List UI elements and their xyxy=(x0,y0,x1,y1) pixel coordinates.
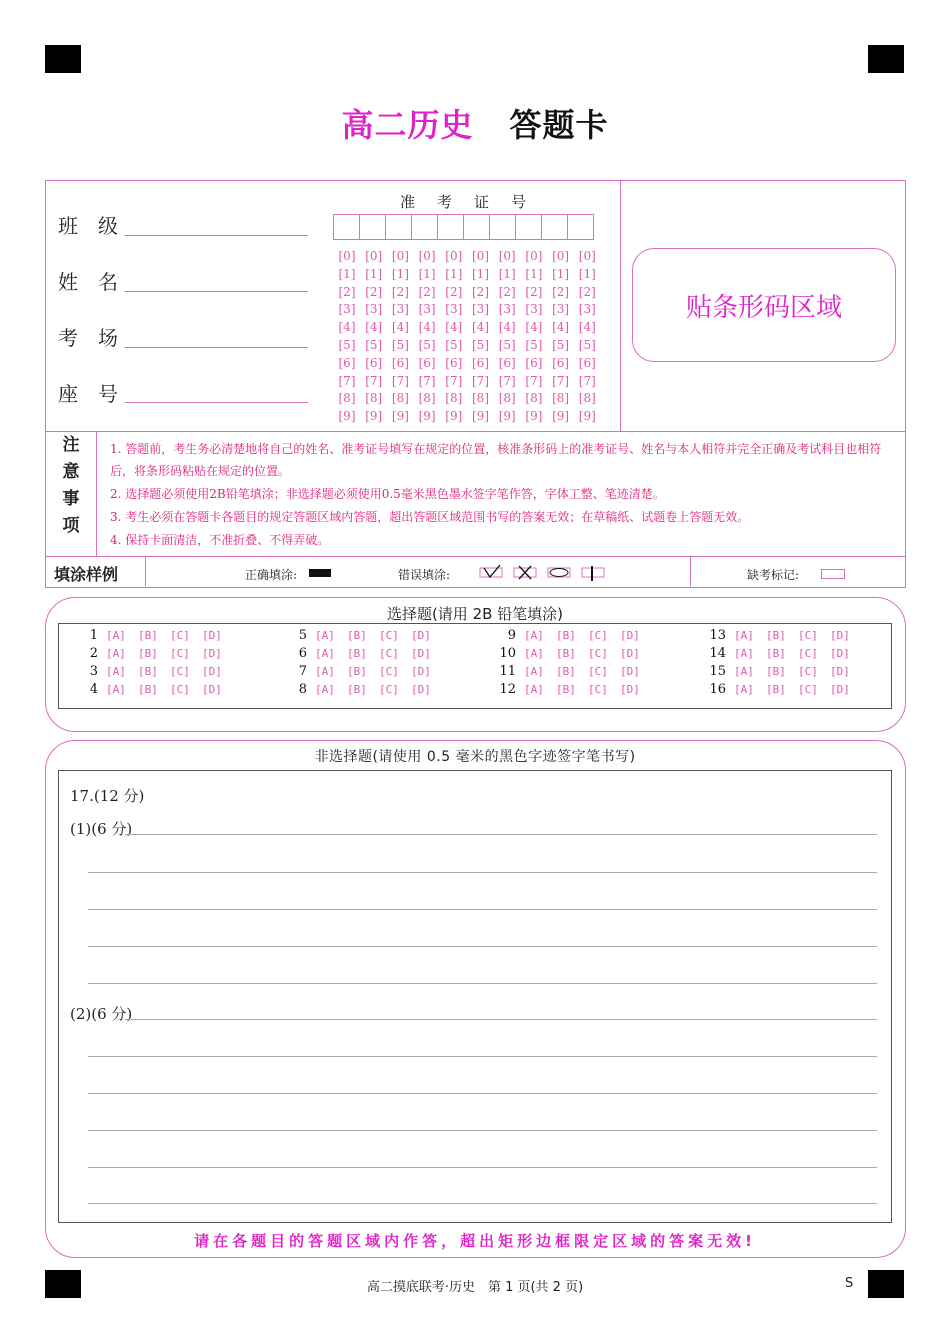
digit-bubble[interactable]: [9] xyxy=(418,409,436,424)
digit-bubble[interactable]: [6] xyxy=(445,355,463,370)
option-bubble[interactable]: [C] xyxy=(170,683,190,696)
option-bubble[interactable]: [D] xyxy=(620,629,640,642)
divider xyxy=(690,557,691,586)
option-bubble[interactable]: [D] xyxy=(202,665,222,678)
digit-bubble[interactable]: [1] xyxy=(391,266,409,281)
digit-bubble[interactable]: [7] xyxy=(552,373,570,388)
digit-bubble[interactable]: [6] xyxy=(472,355,489,370)
digit-bubble[interactable]: [5] xyxy=(391,337,409,352)
digit-bubble[interactable]: [4] xyxy=(552,320,570,335)
question-number: 6 xyxy=(298,646,307,661)
question-number: 9 xyxy=(507,628,516,643)
option-bubble[interactable]: [B] xyxy=(138,647,158,660)
digit-bubble[interactable]: [4] xyxy=(391,320,409,335)
digit-bubble[interactable]: [5] xyxy=(578,337,596,352)
option-bubble[interactable]: [D] xyxy=(202,647,222,660)
digit-bubble[interactable]: [2] xyxy=(498,284,516,299)
exam-id-digit-column[interactable] xyxy=(388,248,412,426)
name-field[interactable] xyxy=(125,290,308,292)
corner-mark-top-left xyxy=(45,45,81,73)
option-bubble[interactable]: [B] xyxy=(766,629,786,642)
divider xyxy=(45,556,905,557)
q17-part1-label: (1)(6 分) xyxy=(70,820,133,838)
answer-line[interactable] xyxy=(88,1167,877,1168)
wrong-fill-label: 错误填涂: xyxy=(398,568,451,582)
digit-bubble[interactable]: [2] xyxy=(365,284,383,299)
exam-id-label: 准考证号 xyxy=(400,193,549,211)
answer-line[interactable] xyxy=(88,1203,877,1204)
digit-bubble[interactable]: [3] xyxy=(472,302,489,317)
digit-bubble[interactable]: [9] xyxy=(338,409,356,424)
digit-bubble[interactable]: [7] xyxy=(472,373,489,388)
option-bubble[interactable]: [B] xyxy=(766,683,786,696)
digit-bubble[interactable]: [0] xyxy=(498,249,516,263)
question-number: 5 xyxy=(298,628,307,643)
digit-bubble[interactable]: [7] xyxy=(498,373,516,388)
option-bubble[interactable]: [A] xyxy=(315,647,335,660)
room-field[interactable] xyxy=(125,346,308,348)
digit-bubble[interactable]: [7] xyxy=(418,373,436,388)
digit-bubble[interactable]: [1] xyxy=(418,266,436,281)
q17-part2-label: (2)(6 分) xyxy=(70,1005,133,1023)
digit-bubble[interactable]: [4] xyxy=(418,320,436,335)
question-number: 8 xyxy=(298,682,307,697)
question-number: 7 xyxy=(298,664,307,679)
mc-question xyxy=(281,682,443,697)
option-bubble[interactable]: [A] xyxy=(524,665,544,678)
answer-line[interactable] xyxy=(88,1056,877,1057)
digit-bubble[interactable]: [3] xyxy=(552,302,570,317)
digit-bubble[interactable]: [2] xyxy=(552,284,570,299)
option-bubble[interactable]: [A] xyxy=(106,629,126,642)
question-number: 15 xyxy=(709,664,726,679)
essay-title: 非选择题(请使用 0.5 毫米的黑色字迹签字笔书写) xyxy=(314,749,636,765)
option-bubble[interactable]: [A] xyxy=(734,629,754,642)
digit-bubble[interactable]: [1] xyxy=(552,266,570,281)
digit-bubble[interactable]: [1] xyxy=(578,266,596,281)
option-bubble[interactable]: [A] xyxy=(734,683,754,696)
question-number: 10 xyxy=(499,646,516,661)
option-bubble[interactable]: [C] xyxy=(588,683,608,696)
seat-field[interactable] xyxy=(125,401,308,403)
digit-bubble[interactable]: [3] xyxy=(525,302,543,317)
option-bubble[interactable]: [B] xyxy=(138,665,158,678)
digit-bubble[interactable]: [0] xyxy=(445,249,463,263)
digit-bubble[interactable]: [7] xyxy=(365,373,383,388)
absent-mark-label: 缺考标记: xyxy=(747,568,800,582)
option-bubble[interactable]: [A] xyxy=(106,647,126,660)
mc-question xyxy=(72,646,234,661)
divider xyxy=(620,180,621,432)
digit-bubble[interactable]: [3] xyxy=(445,302,463,317)
card-title: 答题卡 xyxy=(509,106,609,144)
mc-question xyxy=(700,664,862,679)
option-bubble[interactable]: [B] xyxy=(138,683,158,696)
digit-bubble[interactable]: [2] xyxy=(472,284,489,299)
option-bubble[interactable]: [B] xyxy=(766,647,786,660)
digit-bubble[interactable]: [2] xyxy=(338,284,356,299)
mc-question xyxy=(700,646,862,661)
option-bubble[interactable]: [D] xyxy=(620,683,640,696)
notice-item-4: 4. 保持卡面清洁，不准折叠、不得弄破。 xyxy=(110,533,330,547)
barcode-area: 贴条形码区域 xyxy=(632,248,896,362)
digit-bubble[interactable]: [0] xyxy=(418,249,436,263)
digit-bubble[interactable]: [0] xyxy=(391,249,409,263)
digit-bubble[interactable]: [9] xyxy=(525,409,543,424)
digit-bubble[interactable]: [7] xyxy=(525,373,543,388)
option-bubble[interactable]: [D] xyxy=(411,665,431,678)
divider xyxy=(96,431,97,556)
digit-bubble[interactable]: [9] xyxy=(498,409,516,424)
option-bubble[interactable]: [D] xyxy=(830,629,850,642)
fill-example-label: 填涂样例 xyxy=(54,565,119,584)
digit-bubble[interactable]: [9] xyxy=(445,409,463,424)
question-number: 14 xyxy=(709,646,726,661)
mc-question xyxy=(281,664,443,679)
correct-fill-label: 正确填涂: xyxy=(245,568,298,582)
digit-bubble[interactable]: [8] xyxy=(365,391,383,406)
digit-bubble[interactable]: [9] xyxy=(365,409,383,424)
digit-bubble[interactable]: [6] xyxy=(391,355,409,370)
option-bubble[interactable]: [A] xyxy=(106,683,126,696)
digit-bubble[interactable]: [7] xyxy=(578,373,596,388)
digit-bubble[interactable]: [0] xyxy=(365,249,383,263)
option-bubble[interactable]: [A] xyxy=(106,665,126,678)
option-bubble[interactable]: [B] xyxy=(347,683,367,696)
digit-bubble[interactable]: [6] xyxy=(365,355,383,370)
digit-bubble[interactable]: [2] xyxy=(391,284,409,299)
option-bubble[interactable]: [C] xyxy=(379,683,399,696)
digit-bubble[interactable]: [0] xyxy=(578,249,596,263)
mc-question xyxy=(700,628,862,643)
question-number: 16 xyxy=(709,682,726,697)
option-bubble[interactable]: [D] xyxy=(411,647,431,660)
digit-bubble[interactable]: [8] xyxy=(338,391,356,406)
answer-line[interactable] xyxy=(88,872,877,873)
digit-bubble[interactable]: [8] xyxy=(418,391,436,406)
option-bubble[interactable]: [D] xyxy=(830,665,850,678)
exam-id-digit-column[interactable] xyxy=(522,248,546,426)
room-label: 考 场 xyxy=(58,326,118,350)
exam-id-digit-column[interactable] xyxy=(415,248,439,426)
digit-bubble[interactable]: [3] xyxy=(418,302,436,317)
digit-bubble[interactable]: [5] xyxy=(365,337,383,352)
option-bubble[interactable]: [D] xyxy=(202,629,222,642)
digit-bubble[interactable]: [5] xyxy=(498,337,516,352)
divider xyxy=(45,431,905,432)
digit-bubble[interactable]: [8] xyxy=(552,391,570,406)
mc-question xyxy=(72,628,234,643)
exam-id-digit-column[interactable] xyxy=(495,248,519,426)
digit-bubble[interactable]: [8] xyxy=(578,391,596,406)
mc-question xyxy=(490,682,652,697)
digit-bubble[interactable]: [3] xyxy=(578,302,596,317)
option-bubble[interactable]: [A] xyxy=(315,683,335,696)
option-bubble[interactable]: [C] xyxy=(379,647,399,660)
digit-bubble[interactable]: [0] xyxy=(525,249,543,263)
digit-bubble[interactable]: [1] xyxy=(338,266,356,281)
option-bubble[interactable]: [C] xyxy=(379,629,399,642)
exam-id-digit-column[interactable] xyxy=(549,248,573,426)
digit-bubble[interactable]: [6] xyxy=(525,355,543,370)
digit-bubble[interactable]: [0] xyxy=(552,249,570,263)
digit-bubble[interactable]: [4] xyxy=(445,320,463,335)
option-bubble[interactable]: [C] xyxy=(588,629,608,642)
digit-bubble[interactable]: [6] xyxy=(498,355,516,370)
answer-line[interactable] xyxy=(88,1093,877,1094)
option-bubble[interactable]: [C] xyxy=(588,665,608,678)
digit-bubble[interactable]: [7] xyxy=(391,373,409,388)
answer-line[interactable] xyxy=(88,1130,877,1131)
answer-line[interactable] xyxy=(88,909,877,910)
option-bubble[interactable]: [B] xyxy=(766,665,786,678)
exam-id-cells[interactable] xyxy=(333,214,593,240)
digit-bubble[interactable]: [5] xyxy=(338,337,356,352)
option-bubble[interactable]: [B] xyxy=(556,665,576,678)
digit-bubble[interactable]: [4] xyxy=(578,320,596,335)
mc-question xyxy=(700,682,862,697)
option-bubble[interactable]: [A] xyxy=(524,647,544,660)
digit-bubble[interactable]: [1] xyxy=(445,266,463,281)
option-bubble[interactable]: [A] xyxy=(734,665,754,678)
digit-bubble[interactable]: [5] xyxy=(552,337,570,352)
option-bubble[interactable]: [B] xyxy=(556,629,576,642)
digit-bubble[interactable]: [1] xyxy=(498,266,516,281)
digit-bubble[interactable]: [9] xyxy=(578,409,596,424)
option-bubble[interactable]: [C] xyxy=(798,665,818,678)
option-bubble[interactable]: [D] xyxy=(202,683,222,696)
option-bubble[interactable]: [D] xyxy=(830,683,850,696)
question-number: 1 xyxy=(89,628,98,643)
answer-line[interactable] xyxy=(125,1019,877,1020)
divider xyxy=(145,557,146,586)
digit-bubble[interactable]: [9] xyxy=(552,409,570,424)
option-bubble[interactable]: [A] xyxy=(315,665,335,678)
correct-fill-sample xyxy=(309,569,331,577)
absent-mark-box[interactable] xyxy=(821,569,845,579)
option-bubble[interactable]: [B] xyxy=(347,665,367,678)
option-bubble[interactable]: [B] xyxy=(347,629,367,642)
exam-id-digit-column[interactable] xyxy=(575,248,599,426)
mc-title: 选择题(请用 2B 铅笔填涂) xyxy=(386,605,564,623)
wrong-fill-samples xyxy=(478,564,608,582)
mc-question xyxy=(72,682,234,697)
digit-bubble[interactable]: [5] xyxy=(445,337,463,352)
page-title xyxy=(0,100,950,146)
notice-heading: 注 意 事 项 xyxy=(62,435,80,536)
option-bubble[interactable]: [D] xyxy=(830,647,850,660)
option-bubble[interactable]: [A] xyxy=(315,629,335,642)
option-bubble[interactable]: [C] xyxy=(170,665,190,678)
notice-item-2: 2. 选择题必须使用2B铅笔填涂；非选择题必须使用0.5毫米黑色墨水签字笔作答，字体工整、笔迹清楚。 xyxy=(110,487,665,501)
essay-answer-box[interactable] xyxy=(58,770,892,1223)
exam-id-digit-column[interactable] xyxy=(442,248,466,426)
question-number: 11 xyxy=(499,664,516,679)
option-bubble[interactable]: [D] xyxy=(620,647,640,660)
option-bubble[interactable]: [B] xyxy=(556,647,576,660)
option-bubble[interactable]: [D] xyxy=(411,629,431,642)
digit-bubble[interactable]: [0] xyxy=(338,249,356,263)
digit-bubble[interactable]: [8] xyxy=(498,391,516,406)
mc-question xyxy=(281,646,443,661)
digit-bubble[interactable]: [3] xyxy=(365,302,383,317)
class-label: 班 级 xyxy=(58,214,118,238)
exam-id-digit-column[interactable] xyxy=(335,248,359,426)
option-bubble[interactable]: [A] xyxy=(524,629,544,642)
digit-bubble[interactable]: [1] xyxy=(525,266,543,281)
answer-line[interactable] xyxy=(88,946,877,947)
option-bubble[interactable]: [C] xyxy=(588,647,608,660)
footer-code: S xyxy=(845,1276,854,1291)
digit-bubble[interactable]: [9] xyxy=(472,409,489,424)
corner-mark-top-right xyxy=(868,45,904,73)
digit-bubble[interactable]: [5] xyxy=(418,337,436,352)
option-bubble[interactable]: [A] xyxy=(524,683,544,696)
digit-bubble[interactable]: [2] xyxy=(418,284,436,299)
digit-bubble[interactable]: [8] xyxy=(445,391,463,406)
option-bubble[interactable]: [A] xyxy=(734,647,754,660)
option-bubble[interactable]: [D] xyxy=(620,665,640,678)
option-bubble[interactable]: [C] xyxy=(170,647,190,660)
seat-label: 座 号 xyxy=(58,382,118,406)
option-bubble[interactable]: [C] xyxy=(379,665,399,678)
exam-id-digit-column[interactable] xyxy=(469,248,493,426)
digit-bubble[interactable]: [2] xyxy=(525,284,543,299)
digit-bubble[interactable]: [9] xyxy=(391,409,409,424)
option-bubble[interactable]: [D] xyxy=(411,683,431,696)
digit-bubble[interactable]: [4] xyxy=(365,320,383,335)
question-number: 13 xyxy=(709,628,726,643)
mc-question xyxy=(490,628,652,643)
notice-item-1: 1. 答题前，考生务必清楚地将自己的姓名、准考证号填写在规定的位置，核准条形码上的准考证号、姓名与本人相符并完全正确及考试科目也相符后，将条形码粘贴在规定的位置。 xyxy=(110,442,882,478)
option-bubble[interactable]: [C] xyxy=(798,629,818,642)
option-bubble[interactable]: [B] xyxy=(556,683,576,696)
digit-bubble[interactable]: [7] xyxy=(445,373,463,388)
option-bubble[interactable]: [C] xyxy=(798,647,818,660)
name-label: 姓 名 xyxy=(58,270,118,294)
answer-line[interactable] xyxy=(88,983,877,984)
mc-question xyxy=(490,646,652,661)
option-bubble[interactable]: [B] xyxy=(138,629,158,642)
digit-bubble[interactable]: [5] xyxy=(472,337,489,352)
mc-question xyxy=(72,664,234,679)
digit-bubble[interactable]: [1] xyxy=(365,266,383,281)
question-number: 12 xyxy=(499,682,516,697)
digit-bubble[interactable]: [4] xyxy=(525,320,543,335)
digit-bubble[interactable]: [1] xyxy=(472,266,489,281)
option-bubble[interactable]: [B] xyxy=(347,647,367,660)
answer-line[interactable] xyxy=(125,834,877,835)
digit-bubble[interactable]: [6] xyxy=(552,355,570,370)
digit-bubble[interactable]: [4] xyxy=(498,320,516,335)
digit-bubble[interactable]: [5] xyxy=(525,337,543,352)
option-bubble[interactable]: [C] xyxy=(170,629,190,642)
digit-bubble[interactable]: [6] xyxy=(578,355,596,370)
digit-bubble[interactable]: [8] xyxy=(472,391,489,406)
subject-title: 高二历史 xyxy=(341,106,474,144)
digit-bubble[interactable]: [3] xyxy=(391,302,409,317)
digit-bubble[interactable]: [8] xyxy=(391,391,409,406)
option-bubble[interactable]: [C] xyxy=(798,683,818,696)
digit-bubble[interactable]: [3] xyxy=(338,302,356,317)
question-number: 3 xyxy=(89,664,98,679)
digit-bubble[interactable]: [3] xyxy=(498,302,516,317)
class-field[interactable] xyxy=(125,234,308,236)
q17-label: 17.(12 分) xyxy=(70,787,145,805)
digit-bubble[interactable]: [0] xyxy=(472,249,489,263)
exam-id-digit-column[interactable] xyxy=(362,248,386,426)
area-warning: 请在各题目的答题区域内作答，超出矩形边框限定区域的答案无效! xyxy=(194,1232,756,1250)
digit-bubble[interactable]: [2] xyxy=(578,284,596,299)
digit-bubble[interactable]: [4] xyxy=(338,320,356,335)
digit-bubble[interactable]: [2] xyxy=(445,284,463,299)
mc-question xyxy=(281,628,443,643)
mc-question xyxy=(490,664,652,679)
digit-bubble[interactable]: [8] xyxy=(525,391,543,406)
question-number: 4 xyxy=(89,682,98,697)
notice-item-3: 3. 考生必须在答题卡各题目的规定答题区域内答题，超出答题区域范围书写的答案无效；在草稿纸、试题卷上答题无效。 xyxy=(110,510,750,524)
digit-bubble[interactable]: [6] xyxy=(418,355,436,370)
digit-bubble[interactable]: [4] xyxy=(472,320,489,335)
page-footer: 高二摸底联考·历史 第 1 页(共 2 页) xyxy=(366,1280,584,1295)
digit-bubble[interactable]: [7] xyxy=(338,373,356,388)
digit-bubble[interactable]: [6] xyxy=(338,355,356,370)
question-number: 2 xyxy=(89,646,98,661)
